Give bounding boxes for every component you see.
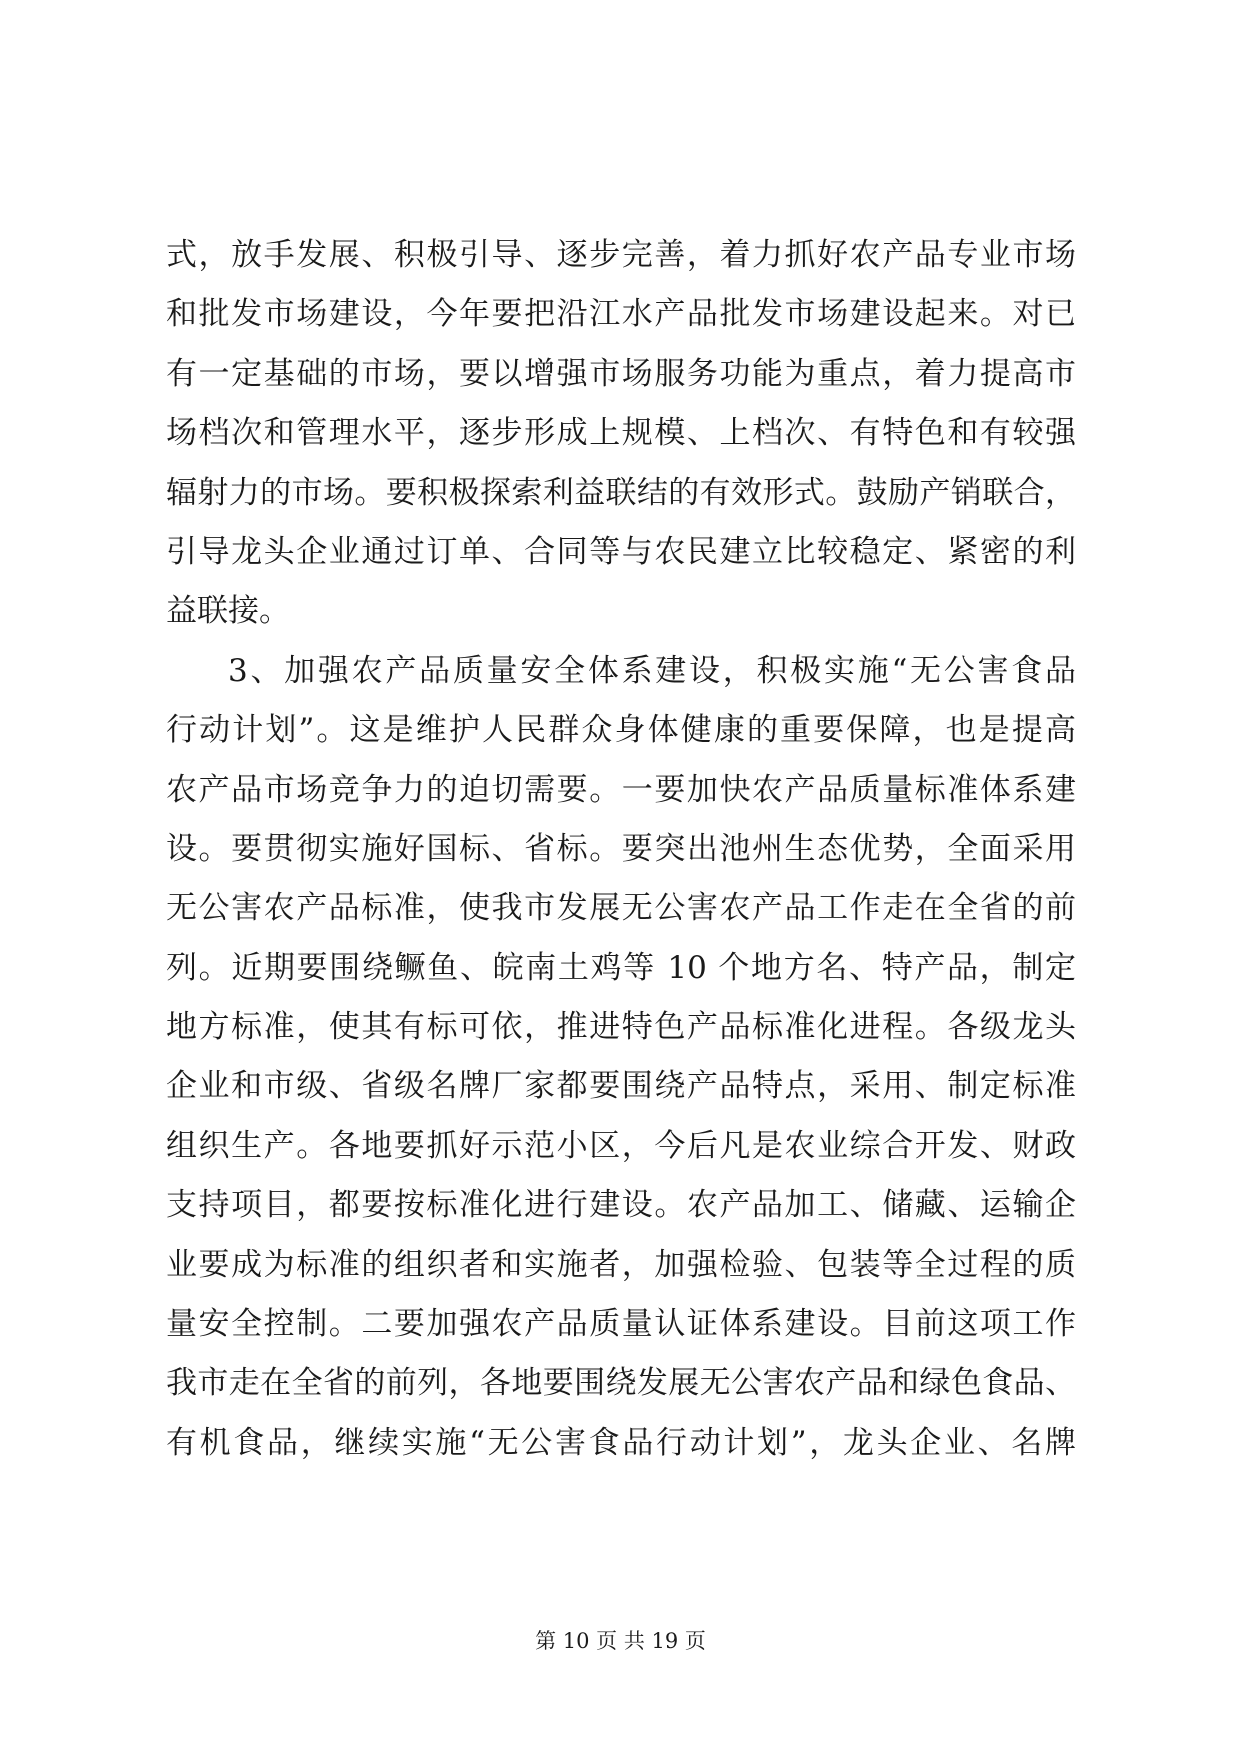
- paragraph-2-line-11: 业要成为标准的组织者和实施者，加强检验、包装等全过程的质: [166, 1246, 1076, 1283]
- paragraph-2-line-1: 3、加强农产品质量安全体系建设，积极实施“无公害食品: [228, 652, 1076, 689]
- paragraph-2-line-14: 有机食品，继续实施“无公害食品行动计划”，龙头企业、名牌: [166, 1424, 1076, 1461]
- paragraph-2-line-8: 企业和市级、省级名牌厂家都要围绕产品特点，采用、制定标准: [166, 1068, 1076, 1105]
- paragraph-1-line-4: 场档次和管理水平，逐步形成上规模、上档次、有特色和有较强: [166, 415, 1076, 452]
- paragraph-1-line-3: 有一定基础的市场，要以增强市场服务功能为重点，着力提高市: [166, 355, 1076, 392]
- paragraph-2-line-7: 地方标准，使其有标可依，推进特色产品标准化进程。各级龙头: [166, 1009, 1076, 1046]
- paragraph-2-line-3: 农产品市场竞争力的迫切需要。一要加快农产品质量标准体系建: [166, 771, 1076, 808]
- paragraph-2-line-10: 支持项目，都要按标准化进行建设。农产品加工、储藏、运输企: [166, 1187, 1076, 1224]
- paragraph-2-line-4: 设。要贯彻实施好国标、省标。要突出池州生态优势，全面采用: [166, 830, 1076, 867]
- paragraph-1-line-1: 式，放手发展、积极引导、逐步完善，着力抓好农产品专业市场: [166, 237, 1076, 273]
- paragraph-2-line-13: 我市走在全省的前列，各地要围绕发展无公害农产品和绿色食品、: [166, 1365, 1076, 1402]
- paragraph-1-line-2: 和批发市场建设，今年要把沿江水产品批发市场建设起来。对已: [166, 296, 1076, 333]
- paragraph-1-line-5: 辐射力的市场。要积极探索利益联结的有效形式。鼓励产销联合，: [166, 474, 1076, 511]
- paragraph-1-line-7: 益联接。: [166, 593, 290, 630]
- paragraph-2-line-6: 列。近期要围绕鳜鱼、皖南土鸡等 10 个地方名、特产品，制定: [166, 949, 1076, 986]
- page-number-label: 第 10 页 共 19 页: [535, 1629, 706, 1653]
- paragraph-2-line-12: 量安全控制。二要加强农产品质量认证体系建设。目前这项工作: [166, 1306, 1076, 1343]
- paragraph-2-line-5: 无公害农产品标准，使我市发展无公害农产品工作走在全省的前: [166, 890, 1076, 927]
- page-footer: [0, 1626, 1241, 1656]
- paragraph-1-line-6: 引导龙头企业通过订单、合同等与农民建立比较稳定、紧密的利: [166, 533, 1076, 570]
- document-body: [166, 226, 1076, 1473]
- paragraph-2-line-2: 行动计划”。这是维护人民群众身体健康的重要保障，也是提高: [166, 712, 1076, 749]
- paragraph-2-line-9: 组织生产。各地要抓好示范小区，今后凡是农业综合开发、财政: [166, 1127, 1076, 1164]
